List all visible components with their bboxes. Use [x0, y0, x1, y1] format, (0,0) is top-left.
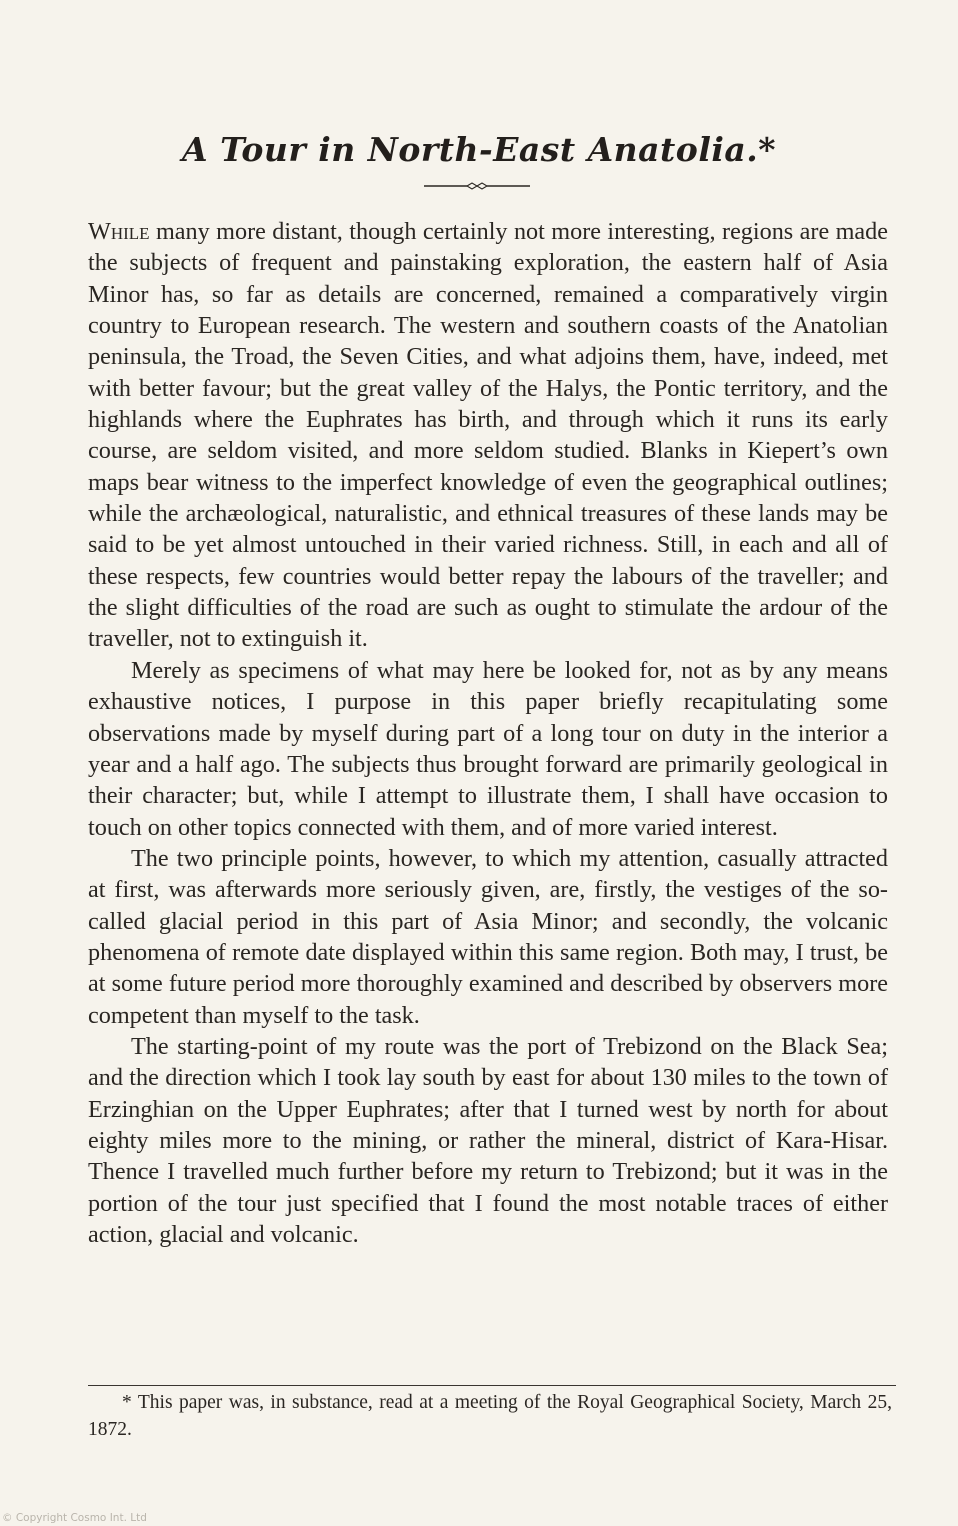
page-title: A Tour in North-East Anatolia.*	[181, 130, 777, 170]
paragraph-2: Merely as specimens of what may here be looked for, not as by any means exhaustive notices, I purpose in this paper briefly recapitulating some observations made by myself during part of a long tour on duty in the interior a year and a half ago. The subjects thus brought forward are primarily geological in their character; but, while I attempt to illustrate them, I shall have occasion to touch on other topics connected with them, and of more varied interest.	[88, 656, 888, 841]
footnote: * This paper was, in substance, read at a meeting of the Royal Geographical Society, March 25, 1872.	[88, 1392, 892, 1440]
footnote-divider	[88, 1385, 896, 1386]
paragraph-1	[88, 216, 888, 655]
paragraph-1-text: many more distant, though certainly not more interesting, regions are made the subjects of frequent and painstaking exploration, the eastern half of Asia Minor has, so far as details are concerned, remained a comparatively virgin country to European research. The western and southern coasts of the Anatolian peninsula, the Troad, the Seven Cities, and what adjoins them, have, indeed, met with better favour; but the great valley of the Halys, the Pontic territory, and the highlands where the Euphrates has birth, and through which it runs its early course, are seldom visited, and more seldom studied. Blanks in Kiepert’s own maps bear witness to the imperfect knowledge of even the geographical outlines; while the archæological, naturalistic, and ethnical treasures of these lands may be said to be yet almost untouched in their varied richness. Still, in each and all of these respects, few countries would better repay the labours of the traveller; and the slight difficulties of the road are such as ought to stimulate the ardour of the traveller, not to extinguish it.	[88, 218, 888, 653]
copyright-watermark: © Copyright Cosmo Int. Ltd	[2, 1512, 147, 1524]
article-body	[88, 216, 888, 1250]
title-ornament-divider	[424, 181, 530, 191]
paragraph-4: The starting-point of my route was the port of Trebizond on the Black Sea; and the direction which I took lay south by east for about 130 miles to the town of Erzinghian on the Upper Euphrates; after that I turned west by north for about eighty miles more to the mining, or rather the mineral, district of Kara-Hisar. Thence I travelled much further before my return to Trebizond; but it was in the portion of the tour just specified that I found the most notable traces of either action, glacial and volcanic.	[88, 1032, 888, 1248]
paragraph-3: The two principle points, however, to which my attention, casually attracted at first, was afterwards more seriously given, are, firstly, the vestiges of the so-called glacial period in this part of Asia Minor; and secondly, the volcanic phenomena of remote date displayed within this same region. Both may, I trust, be at some future period more thoroughly examined and described by observers more competent than myself to the task.	[88, 844, 888, 1029]
paragraph-1-lead-word: While	[88, 218, 150, 245]
